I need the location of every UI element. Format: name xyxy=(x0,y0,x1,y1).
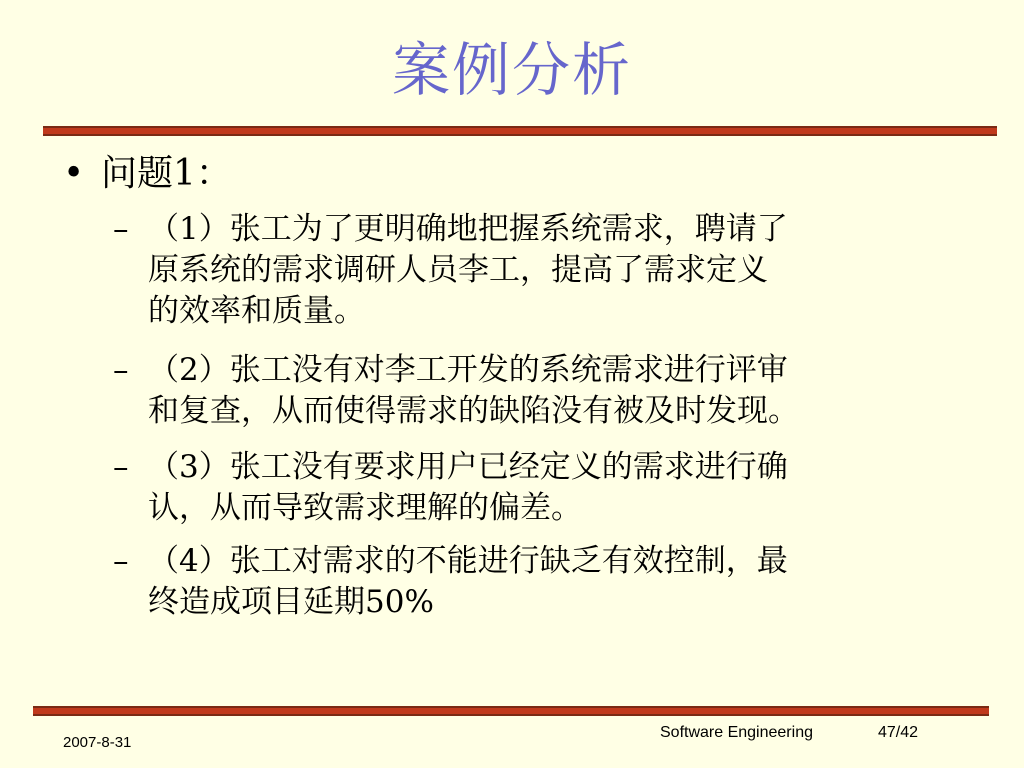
subitem-text: （3）张工没有要求用户已经定义的需求进行确 认，从而导致需求理解的偏差。 xyxy=(148,449,788,526)
footer-course-name: Software Engineering xyxy=(660,724,813,741)
subitem-text: （2）张工没有对李工开发的系统需求进行评审 和复查，从而使得需求的缺陷没有被及时发现。 xyxy=(148,352,799,429)
dash-marker: – xyxy=(113,352,129,388)
bullet-marker: • xyxy=(63,153,85,194)
dash-marker: – xyxy=(113,211,129,247)
subitem-4 xyxy=(113,541,973,623)
slide-title: 案例分析 xyxy=(391,36,632,104)
footer-date: 2007-8-31 xyxy=(63,734,132,751)
bullet-text: 问题1： xyxy=(101,153,232,194)
subitem-text: （1）张工为了更明确地把握系统需求，聘请了 原系统的需求调研人员李工，提高了需求定义 的效率和质量。 xyxy=(148,211,788,329)
dash-marker: – xyxy=(113,449,129,485)
subitem-1 xyxy=(113,209,973,332)
subitem-2 xyxy=(113,350,973,432)
dash-marker: – xyxy=(113,543,129,579)
subitem-text: （4）张工对需求的不能进行缺乏有效控制，最 终造成项目延期50% xyxy=(148,543,788,620)
footer-divider xyxy=(33,706,989,716)
title-divider xyxy=(43,126,997,136)
page-number: 47/42 xyxy=(878,724,919,741)
bullet-item xyxy=(63,147,232,201)
subitem-3 xyxy=(113,447,973,529)
